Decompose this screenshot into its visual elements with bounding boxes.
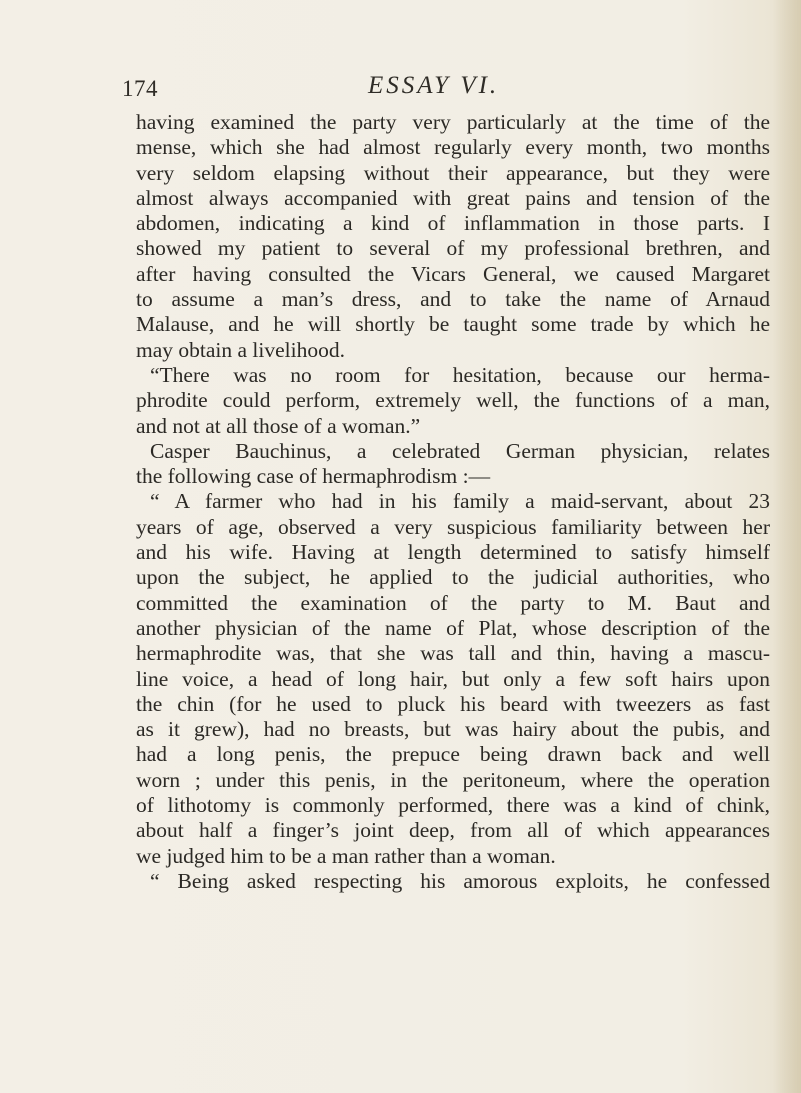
text-line: to assume a man’s dress, and to take the name of Arnaud xyxy=(136,287,770,312)
text-line: mense, which she had almost regularly every month, two months xyxy=(136,135,770,160)
text-line: of lithotomy is commonly performed, there was a kind of chink, xyxy=(136,793,770,818)
text-line: another physician of the name of Plat, whose description of the xyxy=(136,615,770,640)
text-line: about half a finger’s joint deep, from all of which appearances xyxy=(136,818,770,843)
text-line: we judged him to be a man rather than a woman. xyxy=(136,843,556,868)
text-line: showed my patient to several of my professional brethren, and xyxy=(136,236,770,261)
text-line: abdomen, indicating a kind of inflammation in those parts. I xyxy=(136,211,770,236)
text-line: having examined the party very particularly at the time of the xyxy=(136,110,770,134)
text-line: Casper Bauchinus, a celebrated German physician, relates xyxy=(150,438,770,463)
text-line: the chin (for he used to pluck his beard with tweezers as fast xyxy=(136,691,770,716)
text-line: “There was no room for hesitation, because our herma- xyxy=(150,362,770,387)
text-line: hermaphrodite was, that she was tall and thin, having a mascu- xyxy=(136,641,770,666)
text-line: may obtain a livelihood. xyxy=(136,337,345,362)
text-line: phrodite could perform, extremely well, the functions of a man, xyxy=(136,388,770,413)
text-line: had a long penis, the prepuce being drawn back and well xyxy=(136,742,770,767)
page-number: 174 xyxy=(122,76,158,101)
text-line: line voice, a head of long hair, but only a few soft hairs upon xyxy=(136,666,770,691)
text-line: and not at all those of a woman.” xyxy=(136,413,421,438)
text-line: “ Being asked respecting his amorous exploits, he confessed xyxy=(150,868,770,893)
text-line: years of age, observed a very suspicious familiarity between her xyxy=(136,514,770,539)
text-line: very seldom elapsing without their appearance, but they were xyxy=(136,160,770,185)
text-line: almost always accompanied with great pains and tension of the xyxy=(136,185,770,210)
text-line: worn ; under this penis, in the peritoneum, where the operation xyxy=(136,767,770,792)
text-line: committed the examination of the party to M. Baut and xyxy=(136,590,770,615)
text-line: Malause, and he will shortly be taught some trade by which he xyxy=(136,312,770,337)
text-line: and his wife. Having at length determined to satisfy himself xyxy=(136,540,770,565)
text-line: the following case of hermaphrodism :— xyxy=(136,464,491,489)
essay-title: ESSAY VI. xyxy=(368,72,500,99)
running-head xyxy=(0,72,801,106)
text-line: after having consulted the Vicars General, we caused Margaret xyxy=(136,261,770,286)
page-edge-shadow xyxy=(773,0,801,1093)
text-line: as it grew), had no breasts, but was hairy about the pubis, and xyxy=(136,717,770,742)
text-line: “ A farmer who had in his family a maid-servant, about 23 xyxy=(150,489,770,514)
body-text xyxy=(136,110,770,894)
text-line: upon the subject, he applied to the judicial authorities, who xyxy=(136,565,770,590)
